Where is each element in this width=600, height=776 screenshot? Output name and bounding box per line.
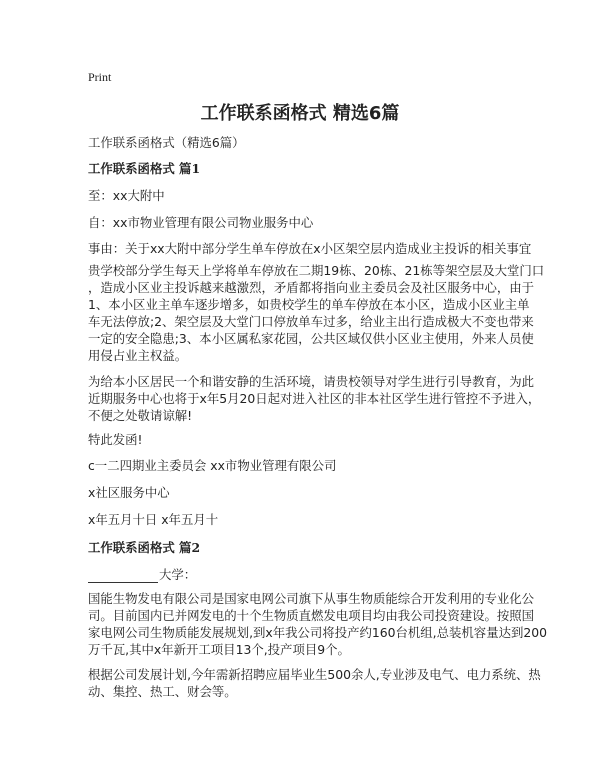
section-2-paragraph-2 (88, 666, 541, 700)
text-line: 贵学校部分学生每天上学将单车停放在二期19栋、20栋、21栋等架空层及大堂门口 (88, 263, 545, 278)
text-line: 国能生物发电有限公司是国家电网公司旗下从事生物质能综合开发利用的专业化公 (88, 591, 535, 606)
signer-line-2: x社区服务中心 (88, 485, 170, 500)
salutation-text: 大学： (159, 567, 197, 582)
text-line: 司。目前国内已并网发电的十个生物质直燃发电项目均由我公司投资建设。按照国 (88, 608, 535, 623)
recipient-line: 至：xx大附中 (88, 188, 165, 203)
text-line: 根据公司发展计划,今年需新招聘应届毕业生500余人,专业涉及电气、电力系统、热 (88, 667, 541, 682)
text-line: 家电网公司生物质能发展规划,到x年我公司将投产约160台机组,总装机容量达到200 (88, 625, 548, 640)
closing-line: 特此发函! (88, 432, 143, 447)
text-line: 不便之处敬请谅解! (88, 408, 193, 423)
section-1-heading: 工作联系函格式 篇1 (88, 161, 201, 176)
subject-line: 事由：关于xx大附中部分学生单车停放在x小区架空层内造成业主投诉的相关事宜 (88, 241, 532, 256)
section-1-paragraph-2 (88, 373, 540, 424)
document-subtitle: 工作联系函格式（精选6篇） (88, 135, 245, 150)
section-2-paragraph-1 (88, 590, 547, 658)
print-link[interactable]: Print (88, 70, 112, 84)
salutation-line (88, 565, 196, 583)
text-line: 近期服务中心也将于x年5月20日起对进入社区的非本社区学生进行管控不予进入， (88, 391, 541, 406)
date-line: x年五月十日 x年五月十 (88, 512, 219, 527)
text-line: ，造成小区业主投诉越来越激烈，矛盾都将指向业主委员会及社区服务中心，由于 (88, 280, 535, 295)
page-title: 工作联系函格式 精选6篇 (200, 103, 400, 124)
signer-line-1: c一二四期业主委员会 xx市物业管理有限公司 (88, 458, 337, 473)
text-line: 为给本小区居民一个和谐安静的生活环境，请贵校领导对学生进行引导教育，为此 (88, 374, 535, 389)
text-line: 动、集控、热工、财会等。 (88, 684, 237, 699)
text-line: 万千瓦,其中x年新开工项目13个,投产项目9个。 (88, 642, 350, 657)
section-1-paragraph-1 (88, 262, 544, 364)
text-line: 1、本小区业主单车逐步增多，如贵校学生的单车停放在本小区，造成小区业主单 (88, 297, 530, 312)
blank-fill-line (88, 570, 158, 583)
text-line: 一定的安全隐患;3、本小区属私家花园，公共区域仅供小区业主使用，外来人员使 (88, 331, 534, 346)
text-line: 车无法停放;2、架空层及大堂门口停放单车过多，给业主出行造成极大不变也带来 (88, 314, 534, 329)
sender-line: 自：xx市物业管理有限公司物业服务中心 (88, 215, 314, 230)
text-line: 用侵占业主权益。 (88, 348, 188, 363)
section-2-heading: 工作联系函格式 篇2 (88, 540, 201, 555)
